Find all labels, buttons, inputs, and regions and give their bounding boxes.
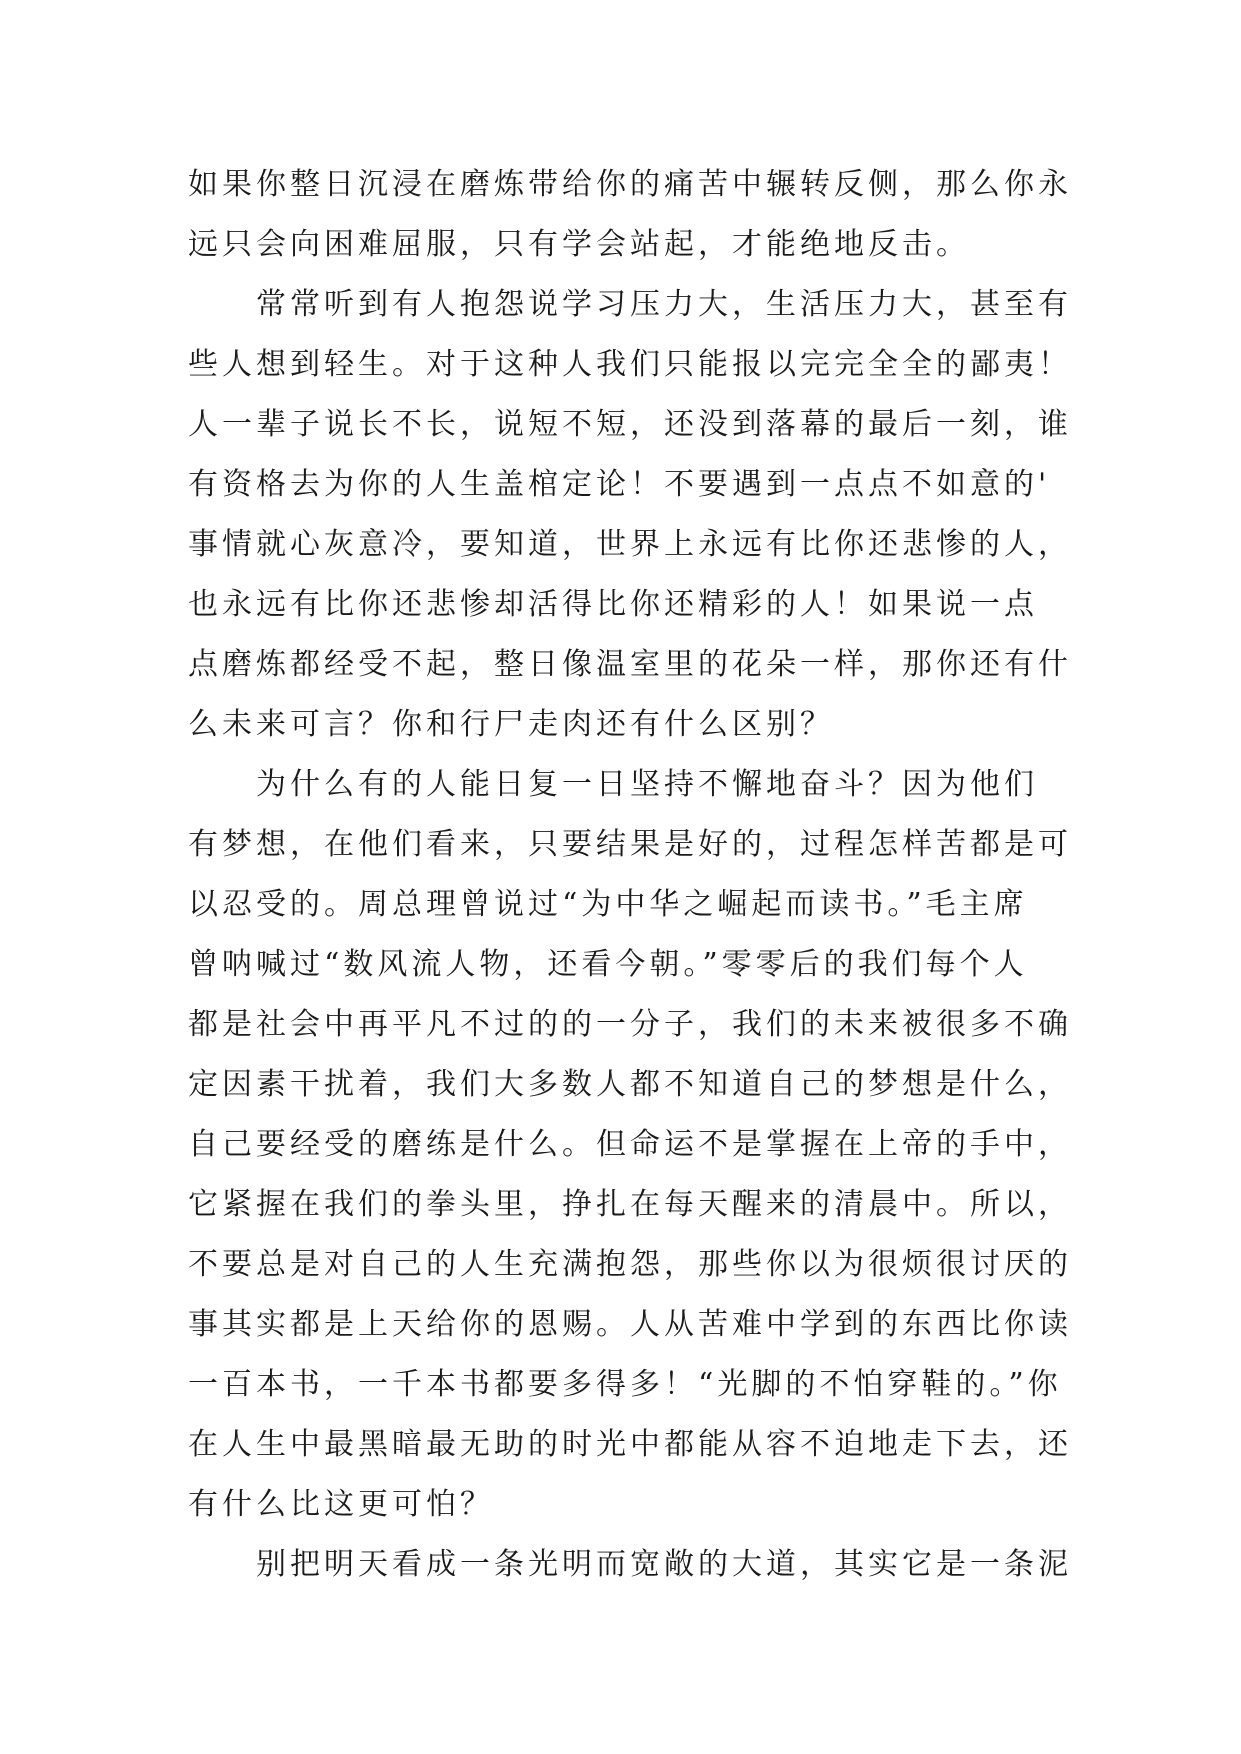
text-line: 以忍受的。周总理曾说过“为中华之崛起而读书。”毛主席 <box>188 887 1028 922</box>
text-line: 有梦想，在他们看来，只要结果是好的，过程怎样苦都是可 <box>188 827 1072 862</box>
text-line: 如果你整日沉浸在磨炼带给你的痛苦中辗转反侧，那么你永 <box>188 167 1072 202</box>
text-line: 点磨炼都经受不起，整日像温室里的花朵一样，那你还有什 <box>188 647 1072 682</box>
text-line: 定因素干扰着，我们大多数人都不知道自己的梦想是什么， <box>188 1067 1072 1102</box>
text-line: 么未来可言？你和行尸走肉还有什么区别？ <box>188 707 834 742</box>
text-line: 在人生中最黑暗最无助的时光中都能从容不迫地走下去，还 <box>188 1427 1072 1462</box>
text-line: 曾呐喊过“数风流人物，还看今朝。”零零后的我们每个人 <box>188 947 1028 982</box>
paragraph <box>188 155 1072 275</box>
text-line: 别把明天看成一条光明而宽敞的大道，其实它是一条泥 <box>256 1547 1072 1582</box>
text-line: 都是社会中再平凡不过的的一分子，我们的未来被很多不确 <box>188 1007 1072 1042</box>
text-line: 事情就心灰意冷，要知道，世界上永远有比你还悲惨的人， <box>188 527 1072 562</box>
text-line: 常常听到有人抱怨说学习压力大，生活压力大，甚至有 <box>256 287 1072 322</box>
text-line: 事其实都是上天给你的恩赐。人从苦难中学到的东西比你读 <box>188 1307 1072 1342</box>
paragraph <box>188 755 1072 1535</box>
text-line: 有什么比这更可怕？ <box>188 1487 494 1522</box>
text-line: 自己要经受的磨练是什么。但命运不是掌握在上帝的手中， <box>188 1127 1072 1162</box>
text-line: 它紧握在我们的拳头里，挣扎在每天醒来的清晨中。所以， <box>188 1187 1072 1222</box>
text-line: 为什么有的人能日复一日坚持不懈地奋斗？因为他们 <box>256 767 1038 802</box>
text-line: 有资格去为你的人生盖棺定论！不要遇到一点点不如意的' <box>188 467 1051 502</box>
text-line: 也永远有比你还悲惨却活得比你还精彩的人！如果说一点 <box>188 587 1038 622</box>
document-body <box>188 155 1072 1595</box>
paragraph <box>188 1535 1072 1595</box>
text-line: 些人想到轻生。对于这种人我们只能报以完完全全的鄙夷！ <box>188 347 1072 382</box>
text-line: 人一辈子说长不长，说短不短，还没到落幕的最后一刻，谁 <box>188 407 1072 442</box>
text-line: 远只会向困难屈服，只有学会站起，才能绝地反击。 <box>188 227 970 262</box>
text-line: 不要总是对自己的人生充满抱怨，那些你以为很烦很讨厌的 <box>188 1247 1072 1282</box>
text-line: 一百本书，一千本书都要多得多！“光脚的不怕穿鞋的。”你 <box>188 1367 1062 1402</box>
paragraph <box>188 275 1072 755</box>
